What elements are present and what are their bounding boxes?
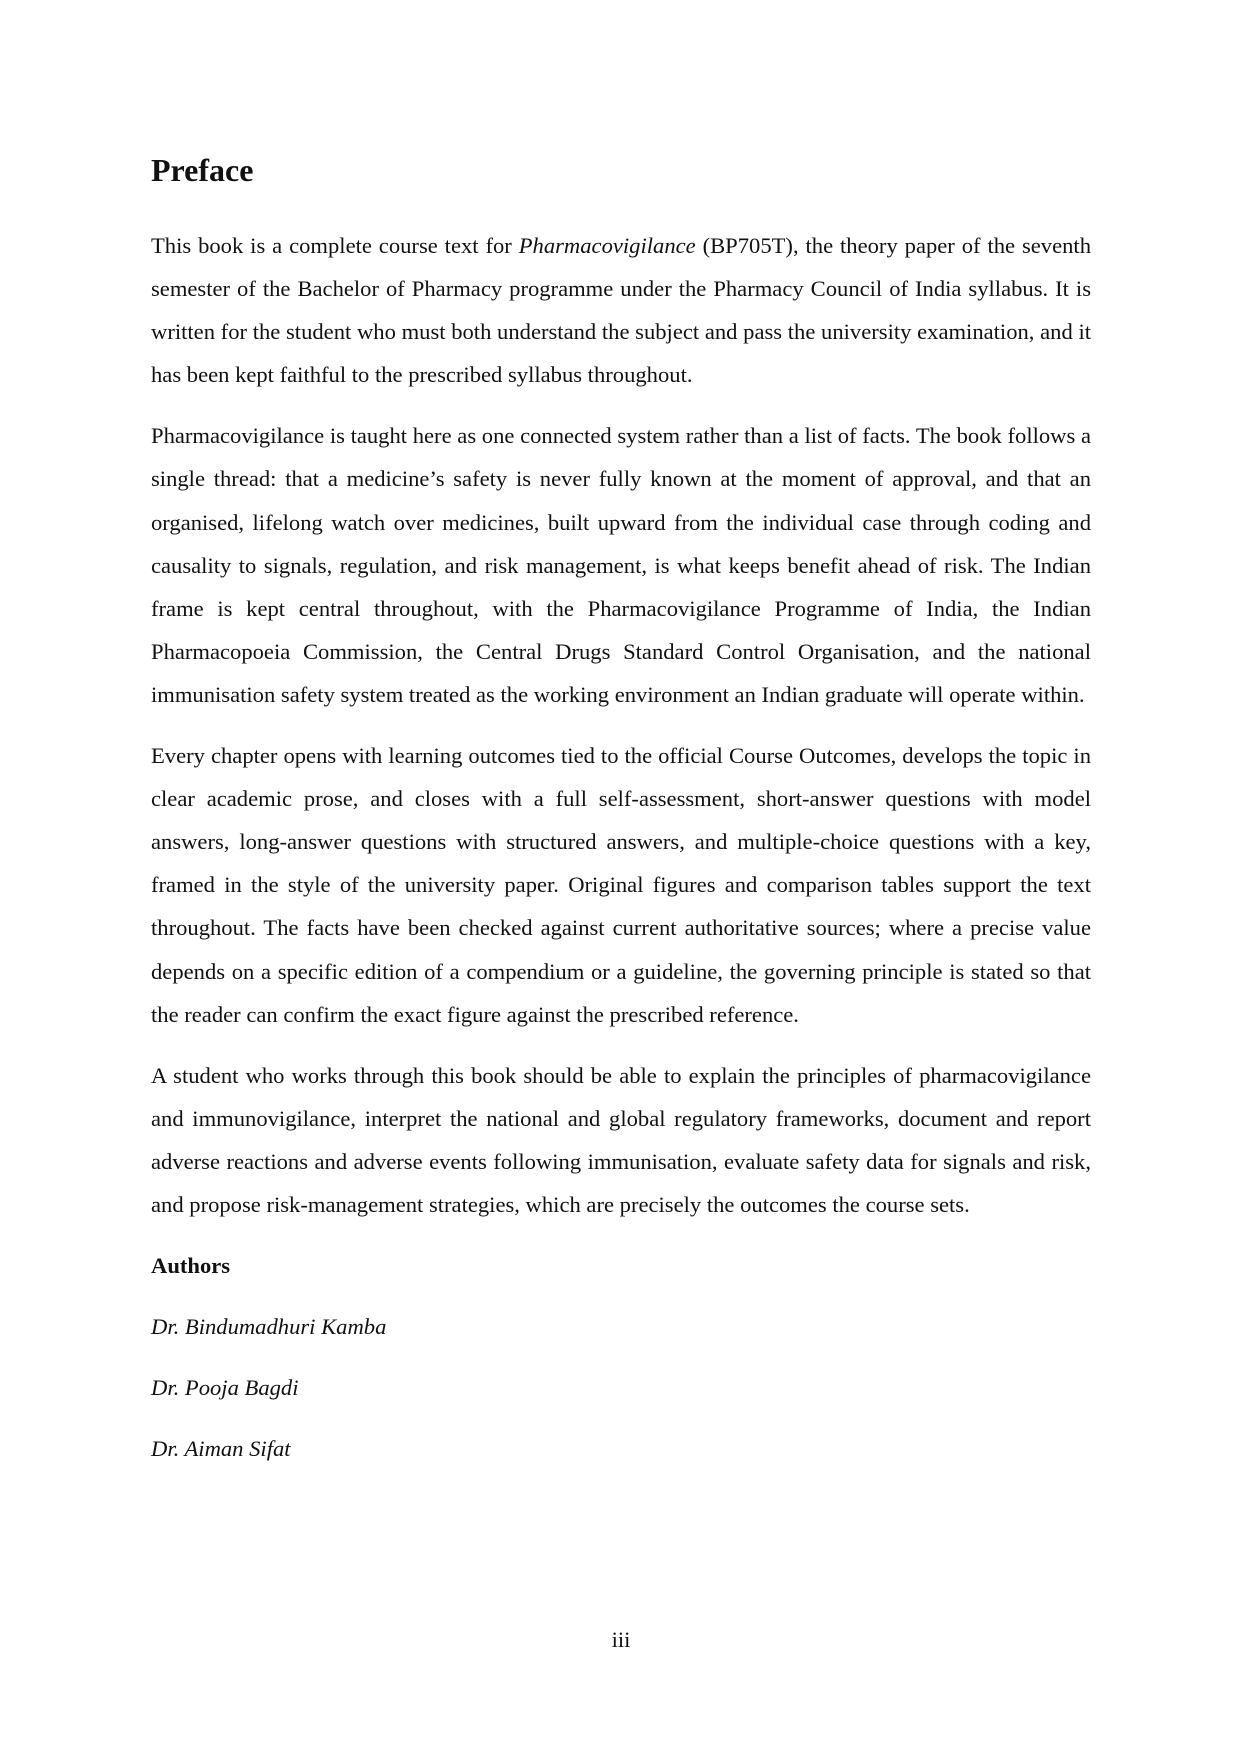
author-name: Dr. Bindumadhuri Kamba [151, 1314, 387, 1340]
paragraph-3: Every chapter opens with learning outcomes tied to the official Course Outcomes, develops the topic in clear academic prose, and closes with a full self-assessment, short-answer questions with model answers, long-answer questions with structured answers, and multiple-choice questions with a key, framed in the style of the university paper. Original figures and comparison tables support the text throughout. The facts have been checked against current authoritative sources; where a precise value depends on a specific edition of a compendium or a guideline, the governing principle is stated so that the reader can confirm the exact figure against the prescribed reference. [151, 743, 1091, 1027]
author-name: Dr. Aiman Sifat [151, 1436, 291, 1462]
paragraph-1 [151, 224, 1091, 396]
paragraph-4: A student who works through this book should be able to explain the principles of pharmacovigilance and immunovigilance, interpret the national and global regulatory frameworks, document and report adverse reactions and adverse events following immunisation, evaluate safety data for signals and risk, and propose risk-management strategies, which are precisely the outcomes the course sets. [151, 1062, 1091, 1217]
course-title-italic: Pharmacovigilance [518, 233, 696, 258]
authors-heading: Authors [151, 1253, 231, 1279]
paragraph-1-text-start: This book is a complete course text for [151, 233, 519, 258]
page-number: iii [611, 1627, 631, 1652]
preface-body [151, 224, 1091, 1470]
paragraph-2: Pharmacovigilance is taught here as one connected system rather than a list of facts. The book follows a single thread: that a medicine’s safety is never fully known at the moment of approval, and that an organised, lifelong watch over medicines, built upward from the individual case through coding and causality to signals, regulation, and risk management, is what keeps benefit ahead of risk. The Indian frame is kept central throughout, with the Pharmacovigilance Programme of India, the Indian Pharmacopoeia Commission, the Central Drugs Standard Control Organisation, and the national immunisation safety system treated as the working environment an Indian graduate will operate within. [151, 423, 1091, 707]
author-name: Dr. Pooja Bagdi [151, 1375, 299, 1401]
document-page [151, 0, 1091, 1755]
paragraph-1-text-end: (BP705T), the theory paper of the seventh semester of the Bachelor of Pharmacy programme under the Pharmacy Council of India syllabus. It is written for the student who must both understand the subject and pass the university examination, and it has been kept faithful to the prescribed syllabus throughout. [151, 233, 1092, 388]
page-title: Preface [151, 152, 254, 188]
